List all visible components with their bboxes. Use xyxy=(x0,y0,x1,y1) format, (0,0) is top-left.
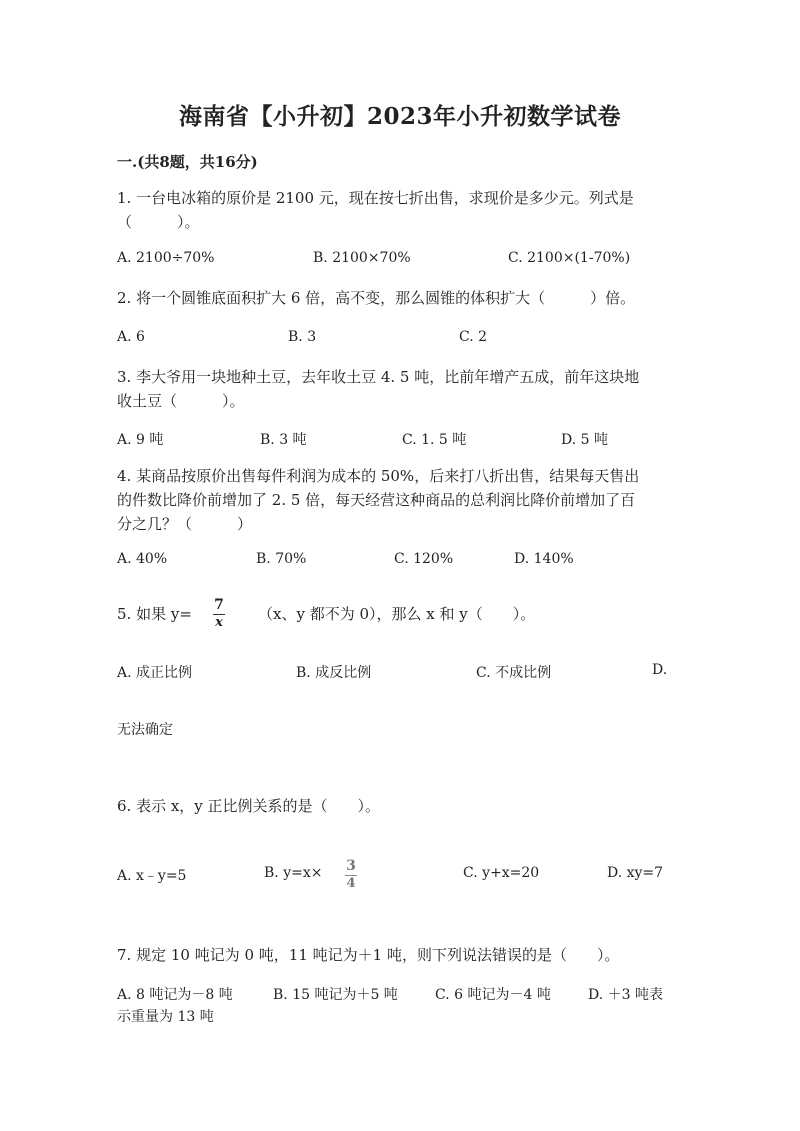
question-4-line-3: 分之几？（ ） xyxy=(117,515,253,533)
question-1-line-2: （ ）。 xyxy=(117,213,200,231)
q2-option-b[interactable]: B. 3 xyxy=(288,329,317,345)
question-5-fraction xyxy=(213,597,225,630)
question-4-line-1: 4. 某商品按原价出售每件利润为成本的 50%，后来打八折出售，结果每天售出 xyxy=(117,467,640,485)
q2-option-c[interactable]: C. 2 xyxy=(459,329,488,345)
question-4-line-2: 的件数比降价前增加了 2. 5 倍，每天经营这种商品的总利润比降价前增加了百 xyxy=(117,491,636,509)
question-3 xyxy=(117,365,677,413)
q4-option-b[interactable]: B. 70% xyxy=(256,551,307,567)
page-title: 海南省【小升初】2023年小升初数学试卷 xyxy=(178,103,621,130)
q3-option-d[interactable]: D. 5 吨 xyxy=(561,432,608,448)
q7-option-b[interactable]: B. 15 吨记为＋5 吨 xyxy=(273,987,398,1003)
q4-option-d[interactable]: D. 140% xyxy=(514,551,574,567)
section-heading: 一.(共8题，共16分) xyxy=(117,153,258,171)
q4-option-a[interactable]: A. 40% xyxy=(117,551,168,567)
q3-option-a[interactable]: A. 9 吨 xyxy=(117,432,164,448)
q7-option-d-continued: 示重量为 13 吨 xyxy=(117,1009,214,1025)
q1-option-c[interactable]: C. 2100×(1-70%) xyxy=(508,250,631,266)
q3-option-c[interactable]: C. 1. 5 吨 xyxy=(402,432,467,448)
question-6: 6. 表示 x，y 正比例关系的是（ ）。 xyxy=(117,797,381,815)
question-4 xyxy=(117,464,677,536)
q6-option-d[interactable]: D. xy=7 xyxy=(607,865,664,881)
fraction-denominator: x xyxy=(215,615,223,631)
q6-option-a[interactable]: A. x﹣y=5 xyxy=(117,868,187,884)
fraction-denominator: 4 xyxy=(346,876,356,892)
q6-option-b-fraction xyxy=(345,858,357,891)
q7-option-d[interactable]: D. ＋3 吨表 xyxy=(588,987,663,1003)
fraction-numerator: 3 xyxy=(346,858,356,874)
question-1-line-1: 1. 一台电冰箱的原价是 2100 元，现在按七折出售，求现价是多少元。列式是 xyxy=(117,189,634,207)
q1-option-a[interactable]: A. 2100÷70% xyxy=(117,250,215,266)
q7-option-c[interactable]: C. 6 吨记为－4 吨 xyxy=(435,987,551,1003)
question-5-suffix: （x、y 都不为 0），那么 x 和 y（ ）。 xyxy=(258,605,536,623)
question-1 xyxy=(117,186,677,234)
question-2 xyxy=(117,286,677,310)
q5-option-d-continued: 无法确定 xyxy=(117,722,173,738)
q5-option-d[interactable]: D. xyxy=(652,662,668,678)
question-7: 7. 规定 10 吨记为 0 吨，11 吨记为＋1 吨，则下列说法错误的是（ ）。 xyxy=(117,946,620,964)
q2-option-a[interactable]: A. 6 xyxy=(117,329,145,345)
q5-option-a[interactable]: A. 成正比例 xyxy=(117,665,193,681)
q5-option-b[interactable]: B. 成反比例 xyxy=(296,665,372,681)
q6-option-c[interactable]: C. y+x=20 xyxy=(463,865,540,881)
fraction-numerator: 7 xyxy=(214,597,224,613)
q3-option-b[interactable]: B. 3 吨 xyxy=(260,432,307,448)
q6-option-b[interactable]: B. y=x× xyxy=(264,865,323,881)
q1-option-b[interactable]: B. 2100×70% xyxy=(313,250,411,266)
question-3-line-2: 收土豆（ ）。 xyxy=(117,392,245,410)
question-5-prefix: 5. 如果 y= xyxy=(117,605,192,623)
q5-option-c[interactable]: C. 不成比例 xyxy=(476,665,552,681)
q7-option-a[interactable]: A. 8 吨记为－8 吨 xyxy=(117,987,233,1003)
question-2-line-1: 2. 将一个圆锥底面积扩大 6 倍，高不变，那么圆锥的体积扩大（ ）倍。 xyxy=(117,289,636,307)
q4-option-c[interactable]: C. 120% xyxy=(394,551,454,567)
question-3-line-1: 3. 李大爷用一块地种土豆，去年收土豆 4. 5 吨，比前年增产五成，前年这块地 xyxy=(117,368,640,386)
